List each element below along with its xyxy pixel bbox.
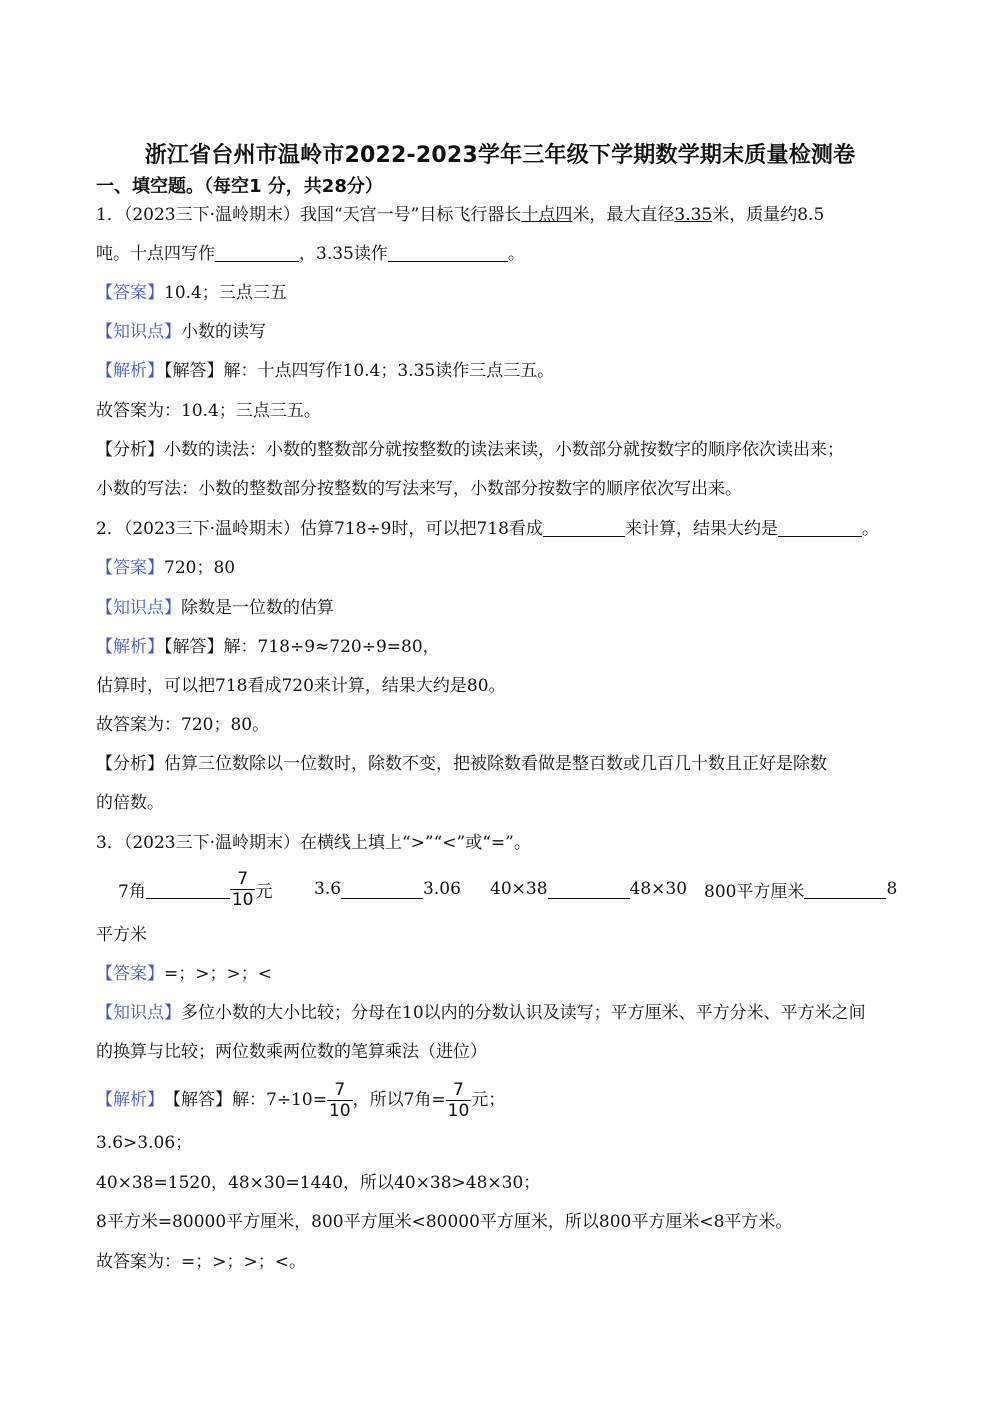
q3-step-1: 3.6>3.06； (96, 1133, 193, 1153)
knowledge-tag: 【知识点】 (96, 1003, 181, 1023)
q3-knowledge-point-line1 (96, 1001, 866, 1025)
q1-knowledge-point (96, 320, 266, 344)
document-title: 浙江省台州市温岭市2022-2023学年三年级下学期数学期末质量检测卷 (144, 143, 856, 168)
answer-blank (341, 880, 423, 899)
q3-comparison-row (118, 864, 908, 914)
q3-item-4 (704, 864, 897, 914)
q1-answer (96, 281, 287, 305)
fraction-numerator: 7 (453, 1079, 464, 1100)
answer-text: 720；80 (164, 558, 236, 578)
q3-wrap-text: 平方米 (96, 925, 147, 945)
answer-text: 10.4；三点三五 (164, 283, 287, 303)
q1-underlined-term: 3.35 (674, 205, 713, 225)
q2-analysis-line2: 的倍数。 (96, 793, 164, 813)
q2-step: 估算时，可以把718看成720来计算，结果大约是80。 (96, 676, 506, 696)
fraction-numerator: 7 (334, 1079, 346, 1100)
q3-item-text: 48×30 (629, 879, 688, 899)
answer-blank (388, 243, 508, 262)
answer-tag: 【答案】 (96, 283, 164, 303)
q1-stem-text: 米，最大直径 (572, 205, 675, 225)
q2-explanation (96, 635, 440, 659)
q1-stem-line2 (96, 242, 525, 266)
answer-text: =；>；>；< (164, 964, 272, 984)
q2-analysis-line1: 【分析】估算三位数除以一位数时，除数不变，把被除数看做是整百数或几百几十数且正好是除数 (96, 754, 827, 774)
q2-stem-text: 2．（2023三下·温岭期末）估算718÷9时，可以把718看成 (96, 519, 543, 539)
explanation-text: 【解答】解：718÷9≈720÷9=80， (164, 637, 440, 657)
answer-blank (778, 518, 862, 537)
q1-stem-text: 1．（2023三下·温岭期末）我国“天宫一号”目标飞行器长 (96, 205, 522, 225)
explanation-tag: 【解析】 (96, 361, 164, 381)
q3-step-3: 8平方米=80000平方厘米，800平方厘米<80000平方厘米，所以800平方厘米<8平方米。 (96, 1212, 793, 1232)
q2-stem-text: 。 (861, 519, 879, 539)
q2-final: 故答案为：720；80。 (96, 715, 270, 735)
q3-answer (96, 962, 272, 986)
fraction (327, 1080, 353, 1121)
q1-stem-text: ，3.35读作 (299, 244, 388, 264)
q3-item-text: 3.6 (314, 879, 342, 899)
q1-explanation (96, 359, 554, 383)
q3-item-3 (490, 864, 687, 914)
q3-item-text: 40×38 (490, 879, 548, 899)
fraction (230, 869, 256, 910)
explanation-text: 【解答】解：十点四写作10.4；3.35读作三点三五。 (164, 361, 555, 381)
explanation-text: 元； (471, 1090, 506, 1110)
q1-stem-text: 。 (507, 244, 525, 264)
q3-final: 故答案为：=；>；>；<。 (96, 1252, 306, 1272)
q1-final: 故答案为：10.4；三点三五。 (96, 401, 321, 421)
q2-knowledge-point (96, 596, 334, 620)
answer-blank (543, 518, 625, 537)
answer-blank (146, 880, 230, 899)
q2-stem (96, 517, 879, 541)
fraction-denominator: 10 (447, 1100, 470, 1121)
q3-item-1 (118, 864, 272, 914)
explanation-tag: 【解析】 (96, 637, 164, 657)
knowledge-text: 除数是一位数的估算 (181, 598, 334, 618)
knowledge-text: 多位小数的大小比较；分母在10以内的分数认识及读写；平方厘米、平方分米、平方米之间 (181, 1003, 866, 1023)
q3-item-text: 元 (255, 881, 273, 902)
answer-blank (804, 880, 886, 899)
q3-knowledge-point-line2: 的换算与比较；两位数乘两位数的笔算乘法（进位） (96, 1042, 487, 1062)
q3-item-text: 800平方厘米 (704, 881, 805, 902)
explanation-tag: 【解析】 (96, 1090, 164, 1110)
q3-item-2 (314, 864, 461, 914)
fraction-numerator: 7 (237, 868, 249, 889)
fraction (446, 1080, 472, 1121)
explanation-text: ，所以7角= (352, 1090, 446, 1110)
fraction-denominator: 10 (328, 1100, 351, 1121)
q1-underlined-term: 十点四 (521, 205, 573, 225)
knowledge-tag: 【知识点】 (96, 598, 181, 618)
answer-blank (548, 880, 630, 899)
answer-blank (215, 243, 299, 262)
q1-stem-text: 吨。十点四写作 (96, 244, 215, 264)
q3-explanation (96, 1076, 505, 1124)
knowledge-text: 小数的读写 (181, 322, 266, 342)
q1-stem-line1 (96, 203, 824, 227)
section-heading: 一、填空题。（每空1 分，共28分） (96, 176, 383, 197)
answer-tag: 【答案】 (96, 964, 164, 984)
answer-tag: 【答案】 (96, 558, 164, 578)
knowledge-tag: 【知识点】 (96, 322, 181, 342)
q3-item-text: 8 (886, 879, 898, 899)
q3-stem: 3．（2023三下·温岭期末）在横线上填上“>”“<”或“=”。 (96, 833, 531, 853)
explanation-text: 【解答】解：7÷10= (164, 1090, 327, 1110)
fraction-denominator: 10 (231, 889, 254, 910)
q1-analysis-line1: 【分析】小数的读法：小数的整数部分就按整数的读法来读，小数部分就按数字的顺序依次读出来； (96, 440, 844, 460)
q2-answer (96, 556, 235, 580)
q2-stem-text: 来计算，结果大约是 (624, 519, 778, 539)
q3-item-text: 3.06 (423, 879, 461, 899)
q3-step-2: 40×38=1520，48×30=1440，所以40×38>48×30； (96, 1173, 541, 1193)
q1-stem-text: 米，质量约8.5 (712, 205, 825, 225)
q1-analysis-line2: 小数的写法：小数的整数部分按整数的写法来写，小数部分按数字的顺序依次写出来。 (96, 479, 742, 499)
q3-item-text: 7角 (118, 881, 146, 902)
